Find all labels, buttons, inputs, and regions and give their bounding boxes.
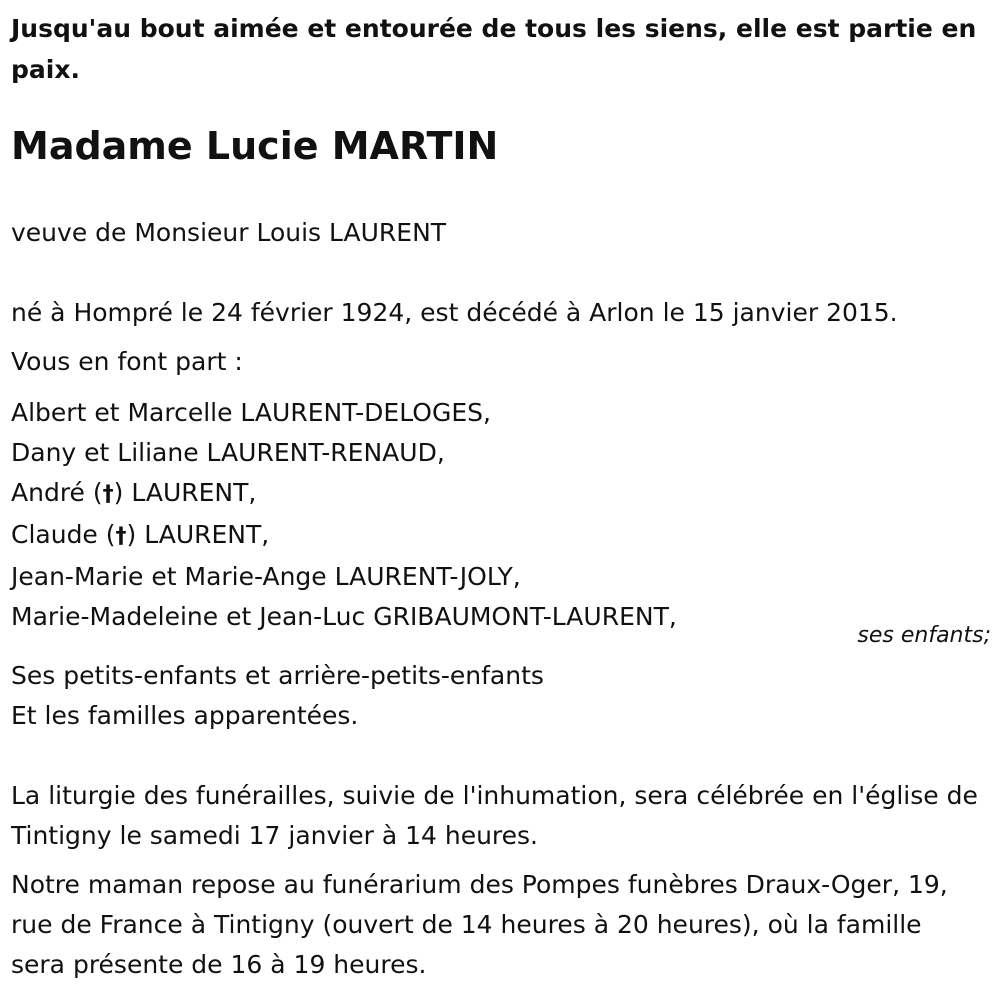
cross-icon: † bbox=[115, 524, 127, 549]
child-entry: André (†) LAURENT, bbox=[11, 473, 981, 515]
child-entry: Marie-Madeleine et Jean-Luc GRIBAUMONT-LAURENT, bbox=[11, 602, 677, 631]
family-block bbox=[11, 656, 981, 736]
deceased-name: Madame Lucie MARTIN bbox=[11, 124, 499, 168]
liturgy-paragraph: La liturgie des funérailles, suivie de l'inhumation, sera célébrée en l'église de Tintigny le samedi 17 janvier à 14 heures. bbox=[11, 781, 978, 850]
child-entry: Jean-Marie et Marie-Ange LAURENT-JOLY, bbox=[11, 562, 521, 591]
intro-text: Jusqu'au bout aimée et entourée de tous les siens, elle est partie en paix. bbox=[11, 14, 977, 84]
child-entry: Albert et Marcelle LAURENT-DELOGES, bbox=[11, 398, 491, 427]
announcement-line: Vous en font part : bbox=[11, 347, 243, 376]
grandchildren-line: Ses petits-enfants et arrière-petits-enfants bbox=[11, 661, 544, 690]
children-label: ses enfants; bbox=[857, 623, 991, 648]
rest-paragraph: Notre maman repose au funérarium des Pompes funèbres Draux-Oger, 19, rue de France à Tintigny (ouvert de 14 heures à 20 heures), où la famille sera présente de 16 à 19 heures. bbox=[11, 870, 948, 979]
children-list bbox=[11, 393, 981, 637]
birth-death-line: né à Hompré le 24 février 1924, est décédé à Arlon le 15 janvier 2015. bbox=[11, 298, 898, 327]
spouse-line: veuve de Monsieur Louis LAURENT bbox=[11, 218, 447, 247]
child-entry: Claude (†) LAURENT, bbox=[11, 515, 981, 557]
families-line: Et les familles apparentées. bbox=[11, 701, 359, 730]
cross-icon: † bbox=[102, 482, 114, 507]
child-entry: Dany et Liliane LAURENT-RENAUD, bbox=[11, 438, 445, 467]
